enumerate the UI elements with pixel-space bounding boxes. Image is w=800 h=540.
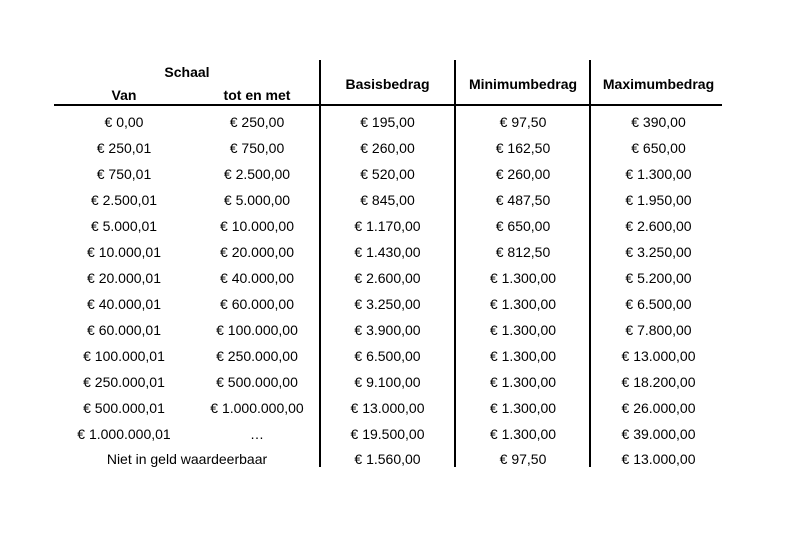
cell-maximumbedrag: € 3.250,00 [625,244,692,260]
cell-van: € 10.000,01 [87,244,161,260]
table-row [54,317,726,343]
cell-tot-en-met: € 1.000.000,00 [210,400,304,416]
cell-van: € 250,01 [96,140,152,156]
cell-maximumbedrag: € 390,00 [631,114,686,130]
table-row [54,187,726,213]
cell-maximumbedrag: € 13.000,00 [621,348,696,364]
cell-basisbedrag: € 3.900,00 [354,322,421,338]
cell-tot-en-met: € 40.000,00 [220,270,294,286]
cell-basisbedrag: € 2.600,00 [354,270,421,286]
cell-minimumbedrag: € 1.300,00 [489,374,557,390]
cell-minimumbedrag: € 97,50 [499,451,547,467]
cell-van: € 5.000,01 [90,218,158,234]
cell-basisbedrag: € 195,00 [360,114,415,130]
cell-maximumbedrag: € 26.000,00 [621,400,696,416]
cell-tot-en-met: € 750,00 [229,140,285,156]
cell-maximumbedrag: € 39.000,00 [621,426,696,442]
cell-van: € 0,00 [104,114,144,130]
table-row [54,161,726,187]
cell-van: € 40.000,01 [87,296,161,312]
cell-minimumbedrag: € 1.300,00 [489,348,557,364]
cell-tot-en-met: € 20.000,00 [220,244,294,260]
header-schaal: Schaal [164,64,210,80]
cell-basisbedrag: € 260,00 [360,140,415,156]
table-row [54,395,726,421]
cell-basisbedrag: € 520,00 [360,166,415,182]
cell-minimumbedrag: € 487,50 [495,192,551,208]
cell-maximumbedrag: € 18.200,00 [621,374,696,390]
cell-basisbedrag: € 845,00 [360,192,415,208]
table-row [54,213,726,239]
cell-tot-en-met: € 250.000,00 [216,348,298,364]
cell-tot-en-met: … [250,426,264,442]
table-row [54,265,726,291]
cell-minimumbedrag: € 650,00 [495,218,551,234]
cell-van: € 100.000,01 [83,348,165,364]
table-row [54,343,726,369]
cell-maximumbedrag: € 7.800,00 [625,322,692,338]
table-row [54,291,726,317]
header-minimumbedrag: Minimumbedrag [468,76,578,92]
table-row [54,369,726,395]
cell-basisbedrag: € 13.000,00 [350,400,425,416]
cell-maximumbedrag: € 2.600,00 [625,218,692,234]
header-van: Van [111,87,137,103]
cell-minimumbedrag: € 260,00 [495,166,551,182]
cell-tot-en-met: € 100.000,00 [216,322,298,338]
cell-maximumbedrag: € 1.300,00 [625,166,692,182]
cell-niet-waardeerbaar: Niet in geld waardeerbaar [106,451,268,467]
header-basisbedrag: Basisbedrag [345,76,430,92]
cell-tot-en-met: € 60.000,00 [220,296,294,312]
cell-maximumbedrag: € 13.000,00 [621,451,696,467]
cell-minimumbedrag: € 162,50 [495,140,551,156]
header-divider [54,104,722,106]
cell-minimumbedrag: € 1.300,00 [489,322,557,338]
cell-minimumbedrag: € 97,50 [499,114,547,130]
table-row [54,239,726,265]
table-row-niet-waardeerbaar [54,446,726,472]
cell-basisbedrag: € 1.430,00 [354,244,421,260]
header-tot-en-met: tot en met [223,87,291,103]
cell-maximumbedrag: € 650,00 [631,140,686,156]
cell-basisbedrag: € 1.560,00 [354,451,421,467]
cell-van: € 2.500,01 [90,192,158,208]
cell-minimumbedrag: € 1.300,00 [489,400,557,416]
cell-basisbedrag: € 1.170,00 [354,218,421,234]
cell-tot-en-met: € 250,00 [229,114,285,130]
cell-minimumbedrag: € 812,50 [495,244,551,260]
cell-tot-en-met: € 10.000,00 [220,218,294,234]
header-maximumbedrag: Maximumbedrag [602,76,715,92]
cell-minimumbedrag: € 1.300,00 [489,426,557,442]
cell-van: € 1.000.000,01 [77,426,171,442]
cell-van: € 750,01 [96,166,152,182]
cell-maximumbedrag: € 5.200,00 [625,270,692,286]
cell-maximumbedrag: € 6.500,00 [625,296,692,312]
cell-van: € 500.000,01 [83,400,165,416]
cell-basisbedrag: € 6.500,00 [354,348,421,364]
cell-van: € 60.000,01 [87,322,161,338]
table-row [54,135,726,161]
table-row [54,421,726,447]
cell-maximumbedrag: € 1.950,00 [625,192,692,208]
cell-basisbedrag: € 19.500,00 [350,426,425,442]
cell-basisbedrag: € 3.250,00 [354,296,421,312]
cell-van: € 250.000,01 [83,374,165,390]
table-row [54,109,726,135]
cell-minimumbedrag: € 1.300,00 [489,296,557,312]
cell-tot-en-met: € 500.000,00 [216,374,298,390]
cell-basisbedrag: € 9.100,00 [354,374,421,390]
cell-minimumbedrag: € 1.300,00 [489,270,557,286]
cell-van: € 20.000,01 [87,270,161,286]
cell-tot-en-met: € 5.000,00 [223,192,291,208]
cell-tot-en-met: € 2.500,00 [223,166,291,182]
